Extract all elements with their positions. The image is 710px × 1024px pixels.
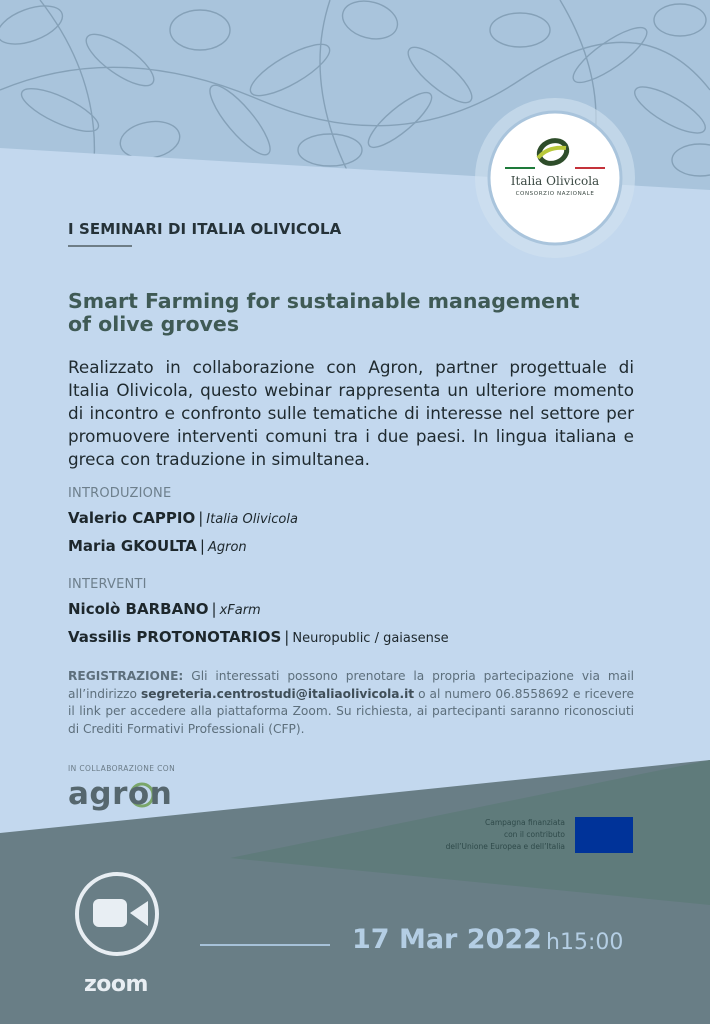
speaker-name: Nicolò BARBANO [68, 600, 209, 618]
zoom-wordmark: zoom [84, 972, 148, 997]
eu-flag [575, 817, 633, 853]
event-title [68, 290, 658, 336]
speaker-row [68, 600, 261, 618]
event-time: h15:00 [546, 930, 624, 955]
speaker-separator: | [199, 537, 205, 555]
registration-label: REGISTRAZIONE: [68, 669, 184, 683]
speaker-row [68, 509, 298, 527]
funding-line-3: dell’Unione Europea e dell’Italia [445, 842, 565, 851]
kicker-underline [68, 245, 132, 247]
event-description: Realizzato in collaborazione con Agron, partner progettuale di Italia Olivicola, questo webinar rappresenta un ulteriore momento di incontro e confronto sulle tematiche di interesse nel settore per promuovere interventi comuni tra i due paesi. In lingua italiana e greca con traduzione in simultanea. [68, 357, 634, 469]
funding-line-1: Campagna finanziata [485, 818, 565, 827]
talks-label: INTERVENTI [68, 577, 147, 592]
registration-text-2: o al numero 06.8558692 e ricevere il link per accedere alla piattaforma Zoom. Su richiesta, ai partecipanti saranno riconosciuti di Crediti Formativi Professionali (CFP). [68, 686, 634, 736]
event-date: 17 Mar 2022 [352, 924, 542, 955]
date-rule [200, 944, 330, 946]
speaker-name: Maria GKOULTA [68, 537, 197, 555]
logo-name: Italia Olivicola [510, 174, 600, 188]
speaker-name: Vassilis PROTONOTARIOS [68, 628, 282, 646]
speaker-org: Italia Olivicola [206, 512, 298, 527]
speaker-separator: | [211, 600, 217, 618]
funding-text [405, 817, 565, 853]
logo-subtitle: CONSORZIO NAZIONALE [515, 191, 595, 197]
speaker-org: xFarm [219, 603, 261, 618]
speaker-org: Neuropublic / gaiasense [292, 631, 449, 646]
speaker-row [68, 537, 247, 555]
speaker-row [68, 628, 449, 646]
agron-logo: agron [68, 776, 173, 812]
registration-text-1: Gli interessati possono prenotare la propria partecipazione via mail all’indirizzo [68, 669, 634, 701]
speaker-separator: | [198, 509, 204, 527]
funding-line-2: con il contributo [503, 830, 565, 839]
partner-label: IN COLLABORAZIONE CON [68, 764, 176, 773]
registration-paragraph [68, 668, 634, 738]
title-line-1: Smart Farming for sustainable management [68, 289, 580, 313]
speaker-name: Valerio CAPPIO [68, 509, 196, 527]
series-kicker: I SEMINARI DI ITALIA OLIVICOLA [68, 220, 342, 238]
intro-label: INTRODUZIONE [68, 486, 172, 501]
registration-email[interactable]: segreteria.centrostudi@italiaolivicola.it [140, 686, 415, 701]
speaker-separator: | [284, 628, 290, 646]
speaker-org: Agron [207, 540, 247, 555]
title-line-2: of olive groves [68, 312, 240, 336]
